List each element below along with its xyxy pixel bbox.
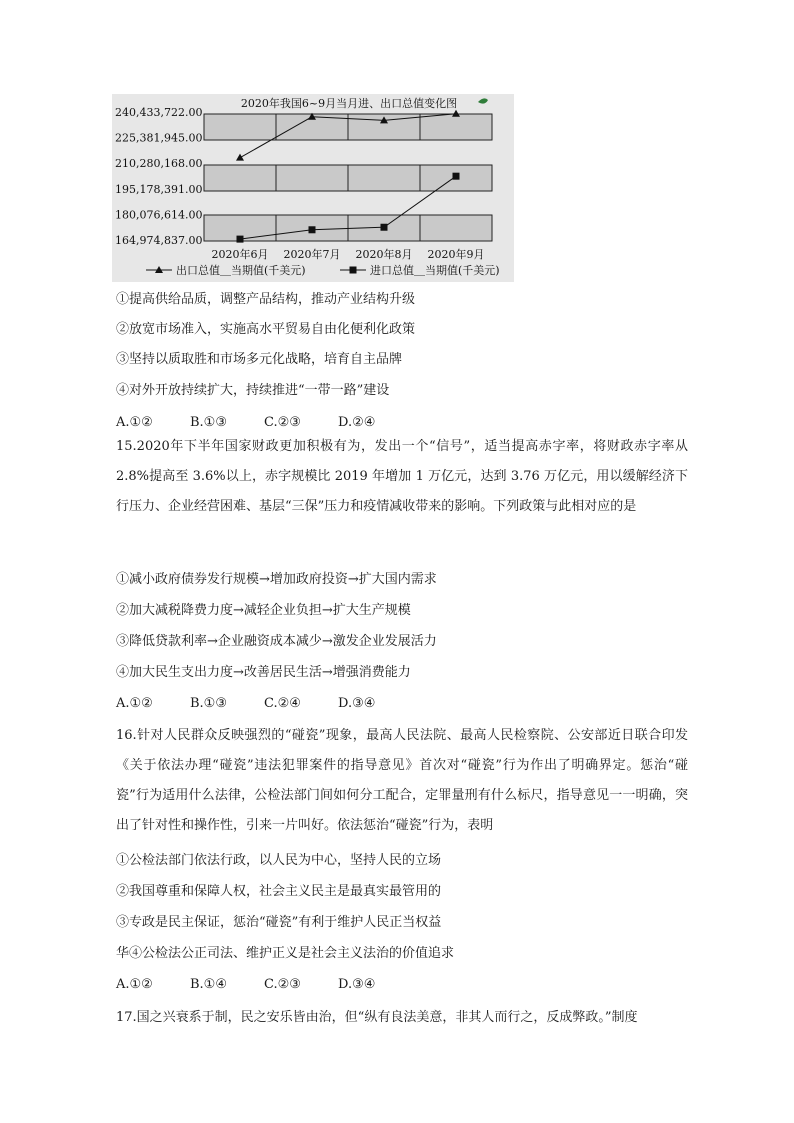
q15-choice-d[interactable]: D.③④ — [338, 696, 376, 711]
y-tick-label: 180,076,614.00 — [115, 208, 203, 222]
x-tick-label: 2020年7月 — [283, 248, 341, 261]
q14-choices — [116, 413, 412, 433]
legend-label: 进口总值＿当期值(千美元) — [370, 264, 500, 277]
q15-choice-b[interactable]: B.①③ — [190, 696, 227, 711]
leaf-icon — [478, 98, 488, 103]
y-tick-label: 195,178,391.00 — [115, 182, 203, 196]
q15-choices — [116, 694, 412, 714]
q16-choice-c[interactable]: C.②③ — [264, 977, 301, 992]
x-tick-label: 2020年9月 — [427, 248, 485, 261]
q14-option-3: ③坚持以质取胜和市场多元化战略，培育自主品牌 — [116, 352, 403, 367]
import-point — [453, 173, 460, 180]
q16-choice-d[interactable]: D.③④ — [338, 977, 376, 992]
q16-choices — [116, 975, 412, 995]
q14-option-1: ①提高供给品质，调整产品结构，推动产业结构升级 — [116, 292, 416, 307]
q14-choice-d[interactable]: D.②④ — [338, 415, 376, 430]
q14-choice-a[interactable]: A.①② — [116, 415, 153, 430]
q15-option-2: ②加大减税降费力度→减轻企业负担→扩大生产规模 — [116, 603, 411, 618]
y-tick-label: 225,381,945.00 — [115, 131, 203, 145]
legend-square-icon — [350, 267, 357, 274]
q14-choice-b[interactable]: B.①③ — [190, 415, 227, 430]
import-point — [309, 226, 316, 233]
import-point — [237, 236, 244, 243]
q16-choice-a[interactable]: A.①② — [116, 977, 153, 992]
q14-option-2: ②放宽市场准入，实施高水平贸易自由化便利化政策 — [116, 322, 416, 337]
q17-stem: 17.国之兴衰系于制，民之安乐皆由治，但“纵有良法美意，非其人而行之，反成弊政。”制度 — [116, 1010, 638, 1025]
q15-stem: 15.2020年下半年国家财政更加积极有为，发出一个“信号”，适当提高赤字率，将财政赤字率从 2.8%提高至 3.6%以上，赤字规模比 2019 年增加 1 万亿元，达到 3.76 万亿元，用以缓解经济下行压力、企业经营困难、基层“三保”压力和疫情减收带来的影响。下列政策与此相对应的是 — [116, 439, 688, 514]
chart-title: 2020年我国6~9月当月进、出口总值变化图 — [240, 97, 458, 110]
q14-option-4: ④对外开放持续扩大，持续推进“一带一路”建设 — [116, 383, 390, 398]
trade-line-chart — [112, 94, 514, 282]
q15-choice-c[interactable]: C.②④ — [264, 696, 301, 711]
q16-option-1: ①公检法部门依法行政，以人民为中心，坚持人民的立场 — [116, 853, 442, 868]
q15-choice-a[interactable]: A.①② — [116, 696, 153, 711]
export-point — [236, 154, 244, 161]
q14-choice-c[interactable]: C.②③ — [264, 415, 301, 430]
export-point — [452, 110, 460, 117]
x-tick-label: 2020年8月 — [355, 248, 413, 261]
y-tick-label: 240,433,722.00 — [115, 106, 203, 119]
q16-option-4: 华④公检法公正司法、维护正义是社会主义法治的价值追求 — [116, 946, 455, 961]
q15-option-3: ③降低贷款利率→企业融资成本减少→激发企业发展活力 — [116, 634, 437, 649]
q15-option-4: ④加大民生支出力度→改善居民生活→增强消费能力 — [116, 665, 411, 680]
x-tick-label: 2020年6月 — [211, 248, 269, 261]
q16-stem: 16.针对人民群众反映强烈的“碰瓷”现象，最高人民法院、最高人民检察院、公安部近日联合印发《关于依法办理“碰瓷”违法犯罪案件的指导意见》首次对“碰瓷”行为作出了明确界定。惩治“碰瓷”行为适用什么法律，公检法部门间如何分工配合，定罪量刑有什么标尺，指导意见一一明确，突出了针对性和操作性，引来一片叫好。依法惩治“碰瓷”行为，表明 — [116, 728, 688, 833]
q16-choice-b[interactable]: B.①④ — [190, 977, 227, 992]
legend-label: 出口总值＿当期值(千美元) — [176, 264, 306, 277]
y-tick-label: 164,974,837.00 — [115, 234, 203, 247]
q15-option-1: ①减小政府债券发行规模→增加政府投资→扩大国内需求 — [116, 572, 437, 587]
y-tick-label: 210,280,168.00 — [115, 157, 203, 171]
trade-chart — [112, 94, 514, 282]
import-point — [381, 224, 388, 231]
q16-option-3: ③专政是民主保证，惩治“碰瓷”有利于维护人民正当权益 — [116, 915, 442, 930]
q16-option-2: ②我国尊重和保障人权，社会主义民主是最真实最管用的 — [116, 884, 442, 899]
